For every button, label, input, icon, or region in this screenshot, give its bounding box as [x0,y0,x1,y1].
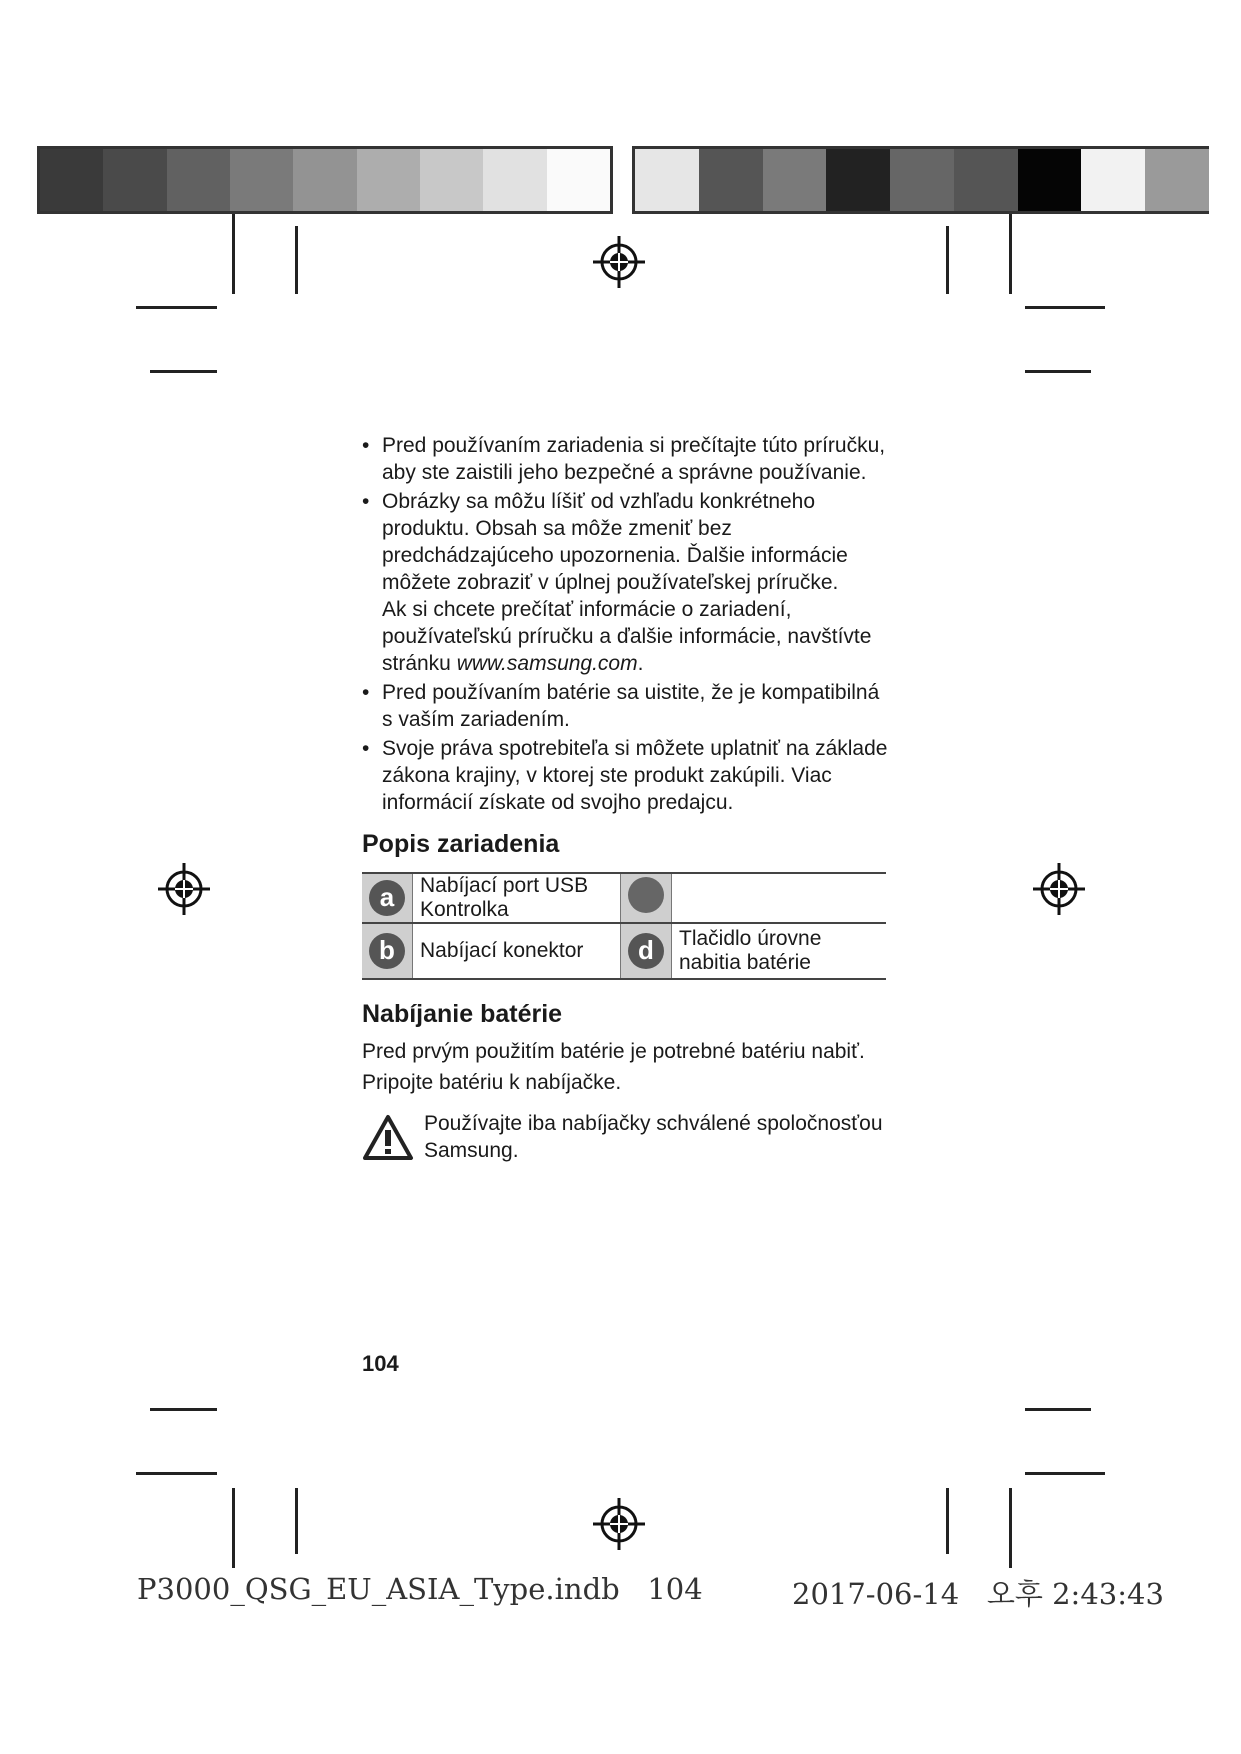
color-swatch [103,149,166,211]
warning-triangle-icon [362,1114,414,1162]
color-bar-right [632,146,1209,214]
crop-mark [232,1488,235,1568]
color-swatch [420,149,483,211]
crop-mark [946,1488,949,1554]
color-swatch [230,149,293,211]
color-swatch [357,149,420,211]
color-swatch [293,149,356,211]
warning-note [362,1110,892,1164]
list-item: • Pred používaním batérie sa uistite, že je kompatibilná s vaším zariadením. [362,679,892,733]
crop-mark [150,1408,217,1411]
section-title-device: Popis zariadenia [362,830,560,858]
registration-mark-icon [1031,861,1087,917]
list-item: • Pred používaním zariadenia si prečítajte túto príručku, aby ste zaistili jeho bezpečné a správne používanie. [362,432,892,486]
crop-mark [1025,1472,1105,1475]
badge-d: d [628,933,664,969]
color-swatch [890,149,954,211]
badge-c [628,877,664,913]
section-title-charging: Nabíjanie batérie [362,1000,563,1028]
crop-mark [946,226,949,294]
color-swatch [763,149,827,211]
color-swatch [483,149,546,211]
crop-mark [295,226,298,294]
charging-text: Pripojte batériu k nabíjačke. [362,1071,622,1094]
website-link[interactable]: www.samsung.com [456,652,638,675]
bullet-list [362,432,892,816]
print-footer-timestamp: 2017-06-14 오후 2:43:43 [792,1577,1164,1611]
crop-mark [1025,306,1105,309]
crop-mark [150,370,217,373]
registration-mark-icon [156,861,212,917]
page-number: 104 [362,1351,399,1376]
list-item: • Obrázky sa môžu líšiť od vzhľadu konkrétneho produktu. Obsah sa môže zmeniť bez predchádzajúceho upozornenia. Ďalšie informácie môžete zobraziť v úplnej používateľskej príručke. Ak si chcete prečítať informácie o zariadení, používateľskú príručku a ďalšie informácie, navštívte stránku www.samsung.com. [362,488,892,677]
registration-mark-icon [591,234,647,290]
table-row [362,873,886,923]
crop-mark [232,214,235,294]
table-row [362,923,886,979]
print-footer-file: P3000_QSG_EU_ASIA_Type.indb 104 [137,1572,703,1606]
badge-a: a [369,880,405,916]
crop-mark [295,1488,298,1554]
color-swatch [1145,149,1209,211]
crop-mark [136,1472,217,1475]
part-label: Nabíjací konektor [413,923,621,979]
crop-mark [136,306,217,309]
list-item: • Svoje práva spotrebiteľa si môžete uplatniť na základe zákona krajiny, v ktorej ste produkt zakúpili. Viac informácií získate od svojho predajcu. [362,735,892,816]
color-swatch [167,149,230,211]
crop-mark [1009,214,1012,294]
color-swatch [954,149,1018,211]
charging-text: Pred prvým použitím batérie je potrebné batériu nabiť. [362,1040,865,1063]
device-parts-table [362,872,886,980]
color-swatch [826,149,890,211]
color-swatch [40,149,103,211]
color-swatch [699,149,763,211]
badge-b: b [369,933,405,969]
crop-mark [1025,1408,1091,1411]
color-swatch [635,149,699,211]
registration-mark-icon [591,1496,647,1552]
color-swatch [547,149,610,211]
crop-mark [1009,1488,1012,1568]
part-label: Tlačidlo úrovne nabitia batérie [672,923,887,979]
warning-text: Používajte iba nabíjačky schválené spoločnosťou Samsung. [424,1112,883,1162]
color-swatch [1018,149,1082,211]
crop-mark [1025,370,1091,373]
color-bar-left [37,146,613,214]
part-label [672,873,887,923]
page-content [362,432,892,1164]
color-swatch [1081,149,1145,211]
part-label: Nabíjací port USB Kontrolka [413,873,621,923]
